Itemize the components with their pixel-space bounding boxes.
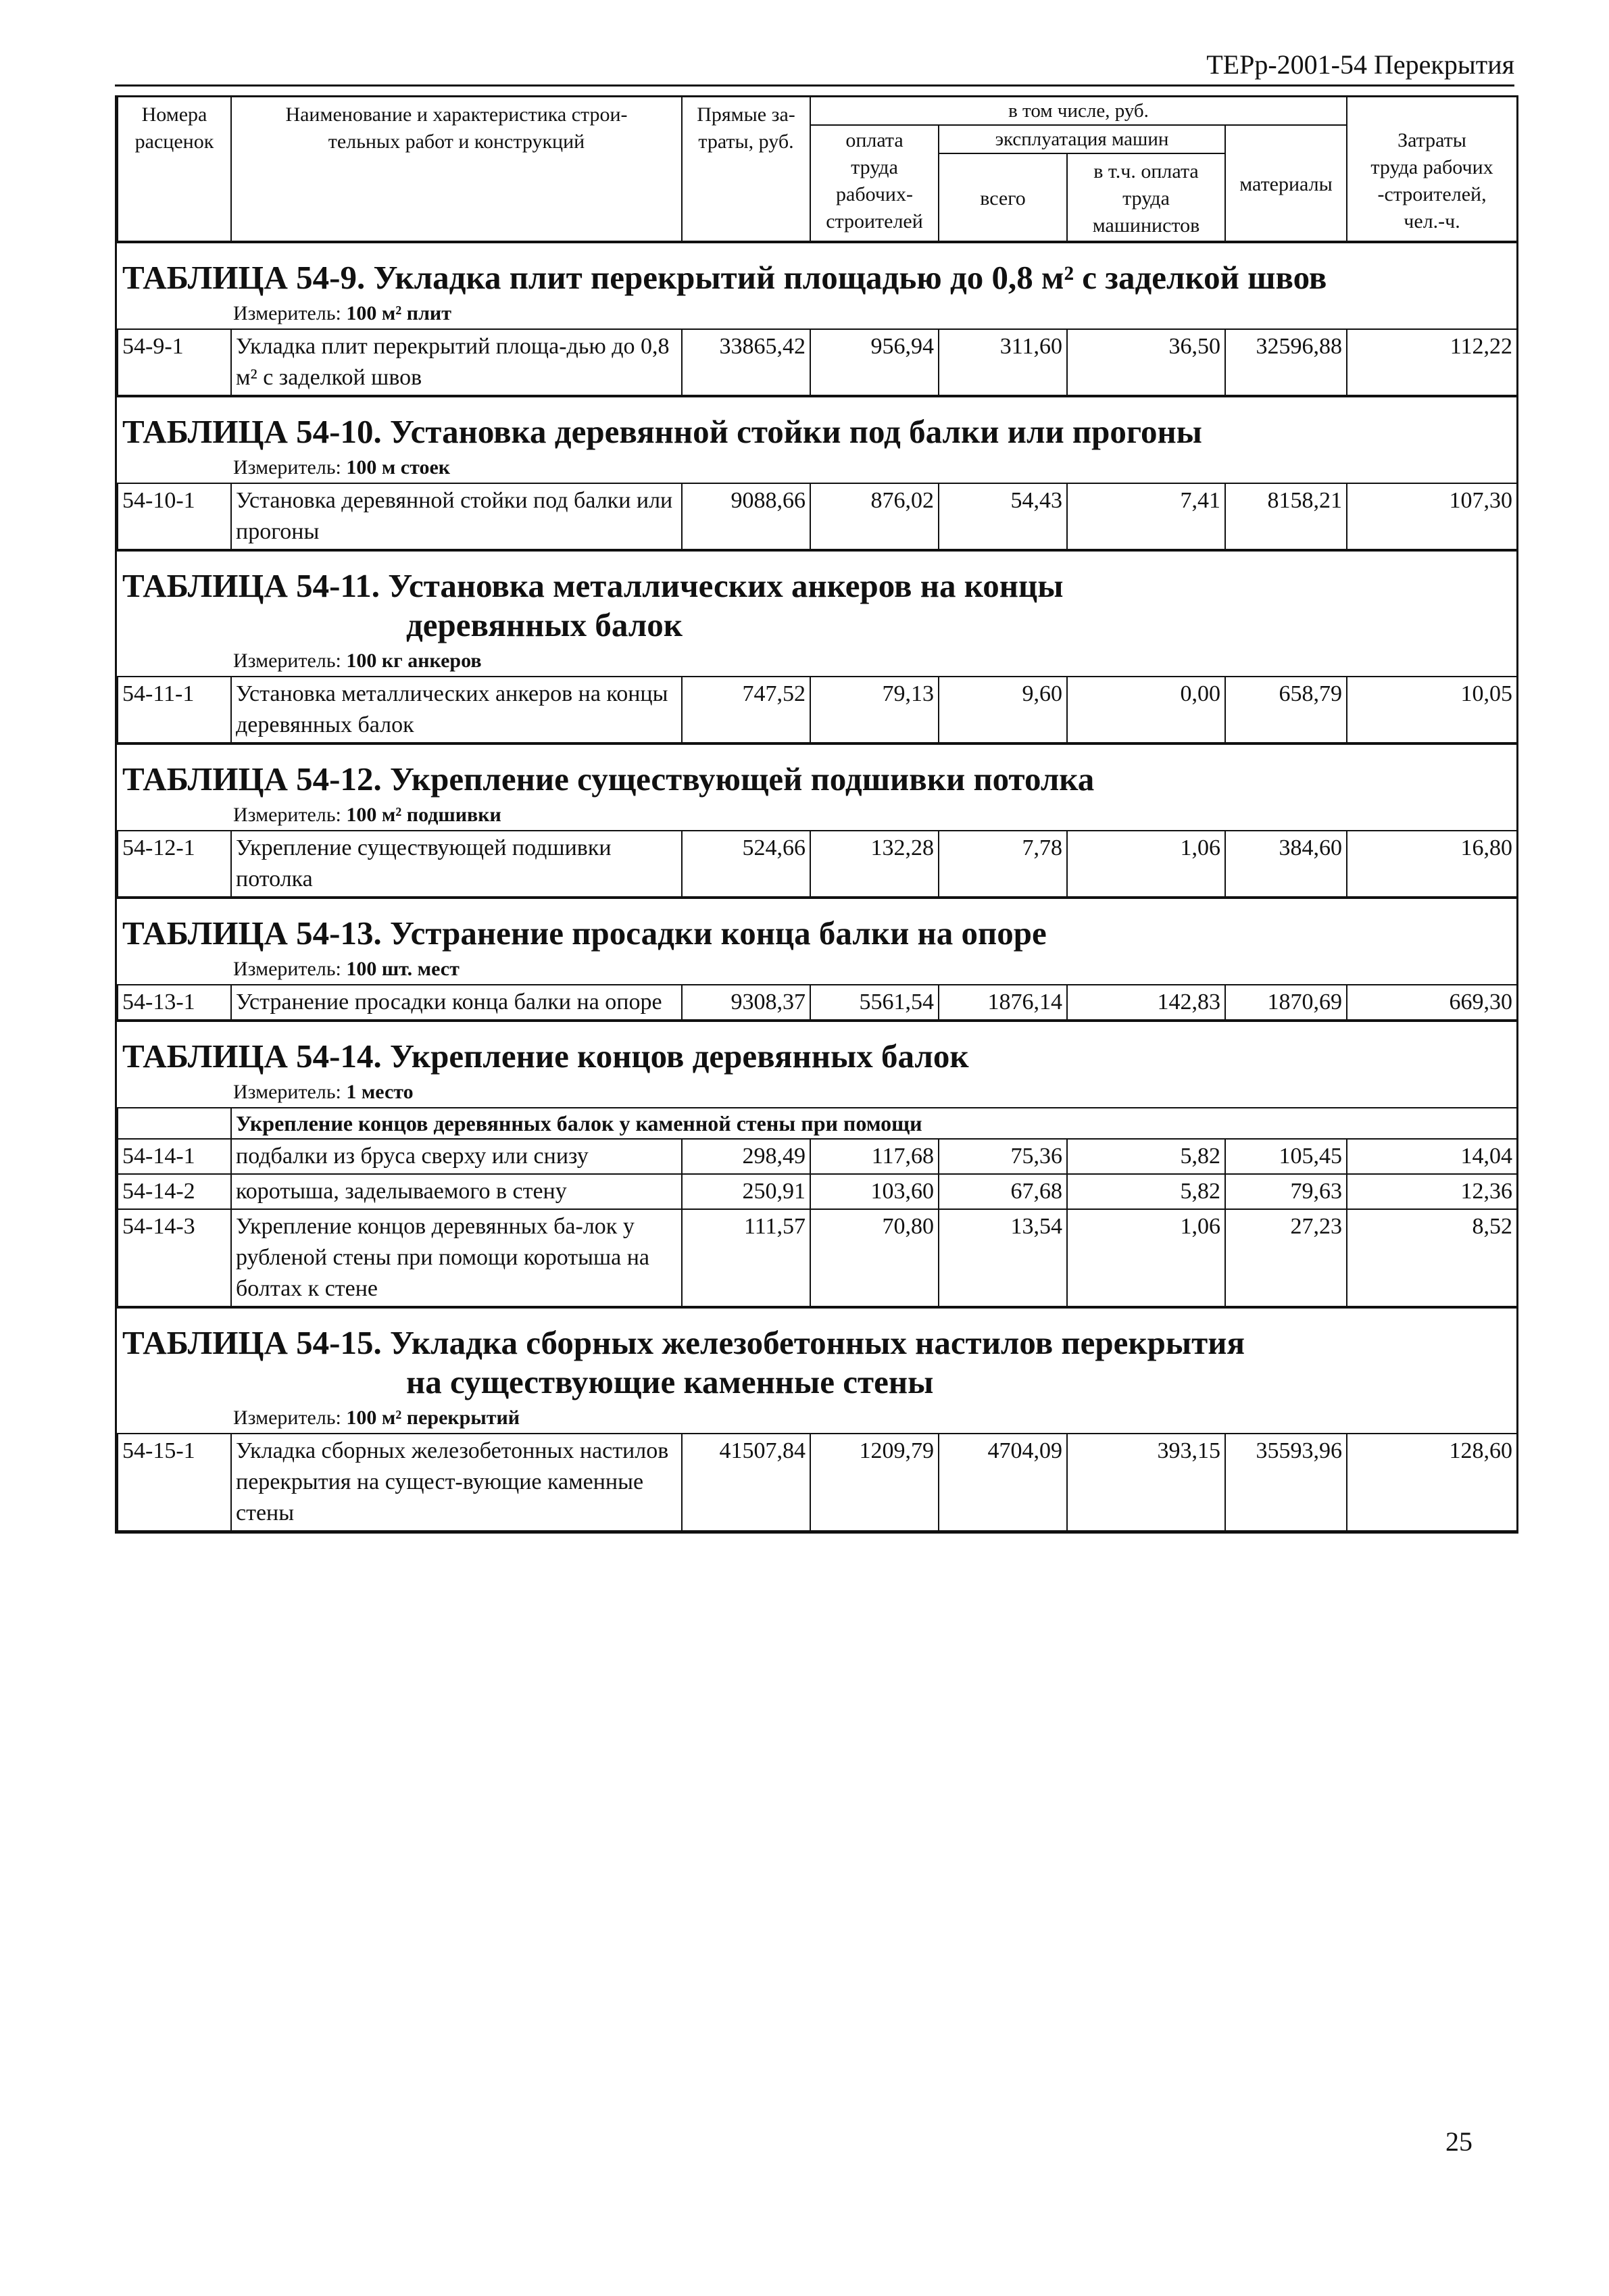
cell-materials: 32596,88 <box>1225 329 1347 395</box>
section-block <box>117 242 1516 396</box>
table-row <box>118 1174 1517 1209</box>
cell-direct: 524,66 <box>682 831 810 897</box>
rates-table <box>117 328 1518 396</box>
col-labor-line: строителей <box>826 210 923 233</box>
section-title-text: ТАБЛИЦА 54-11. Установка металлических анкеров на концы <box>122 567 1064 604</box>
cell-labor-hours: 107,30 <box>1347 483 1517 549</box>
cell-labor: 5561,54 <box>810 985 939 1020</box>
col-name-header <box>231 97 682 242</box>
cell-labor-hours: 669,30 <box>1347 985 1517 1020</box>
col-materials-header <box>1225 125 1347 241</box>
measure-unit <box>117 954 1516 984</box>
col-machines-header: эксплуатация машин <box>939 125 1225 153</box>
col-name-line: тельных работ и конструкций <box>328 130 585 153</box>
measure-unit <box>117 800 1516 830</box>
col-code-line: расценок <box>134 130 214 153</box>
section-block <box>117 1307 1516 1532</box>
cell-materials: 658,79 <box>1225 677 1347 743</box>
cell-machines-total: 54,43 <box>939 483 1067 549</box>
cell-materials: 27,23 <box>1225 1209 1347 1306</box>
col-code-line: Номера <box>141 103 207 126</box>
subheading-text: Укрепление концов деревянных балок у каменной стены при помощи <box>231 1108 1517 1139</box>
section-title <box>117 552 1516 646</box>
col-machines-total-header <box>939 153 1067 241</box>
col-name-line: Наименование и характеристика строи- <box>285 103 628 126</box>
cell-direct: 41507,84 <box>682 1434 810 1531</box>
cell-labor: 1209,79 <box>810 1434 939 1531</box>
section-title-text: ТАБЛИЦА 54-13. Устранение просадки конца балки на опоре <box>122 914 1047 952</box>
table-row <box>118 1209 1517 1306</box>
cell-labor-hours: 14,04 <box>1347 1139 1517 1174</box>
rates-table <box>117 676 1518 743</box>
cell-code: 54-12-1 <box>118 831 231 897</box>
cell-materials: 35593,96 <box>1225 1434 1347 1531</box>
measure-value: 1 место <box>346 1081 414 1103</box>
measure-value: 100 м² перекрытий <box>346 1407 520 1429</box>
cell-machines-total: 13,54 <box>939 1209 1067 1306</box>
section-title-continuation: деревянных балок <box>406 606 683 643</box>
measure-value: 100 кг анкеров <box>346 650 482 672</box>
rates-table <box>117 1433 1518 1532</box>
cell-direct: 111,57 <box>682 1209 810 1306</box>
section-block <box>117 1021 1516 1307</box>
cell-name: Установка металлических анкеров на концы деревянных балок <box>231 677 682 743</box>
cell-code: 54-14-3 <box>118 1209 231 1306</box>
rates-table <box>117 1107 1518 1307</box>
cell-machines-total: 75,36 <box>939 1139 1067 1174</box>
col-labor-line: оплата <box>845 129 903 151</box>
col-direct-line: Прямые за- <box>697 103 795 126</box>
cell-direct: 298,49 <box>682 1139 810 1174</box>
section-title-continuation: на существующие каменные стены <box>406 1363 934 1400</box>
cell-name: Укрепление концов деревянных ба-лок у рубленой стены при помощи коротыша на болтах к стене <box>231 1209 682 1306</box>
table-row <box>118 831 1517 897</box>
column-header-table <box>117 95 1518 242</box>
rates-sheet <box>115 95 1518 1534</box>
subheading-spacer <box>118 1108 231 1139</box>
cell-labor: 876,02 <box>810 483 939 549</box>
cell-labor: 132,28 <box>810 831 939 897</box>
cell-code: 54-14-2 <box>118 1174 231 1209</box>
section-title <box>117 899 1516 954</box>
cell-materials: 1870,69 <box>1225 985 1347 1020</box>
cell-machines-total: 4704,09 <box>939 1434 1067 1531</box>
cell-labor-hours: 16,80 <box>1347 831 1517 897</box>
rates-table <box>117 830 1518 898</box>
table-row <box>118 677 1517 743</box>
section-title <box>117 243 1516 299</box>
page-number: 25 <box>1445 2126 1472 2157</box>
sections-container <box>117 242 1516 1532</box>
cell-materials: 384,60 <box>1225 831 1347 897</box>
section-title-text: ТАБЛИЦА 54-9. Укладка плит перекрытий площадью до 0,8 м² с заделкой швов <box>122 259 1327 296</box>
cell-name: Укладка плит перекрытий площа-дью до 0,8 м² с заделкой швов <box>231 329 682 395</box>
col-hours-line: чел.-ч. <box>1404 210 1460 233</box>
cell-machines-labor: 7,41 <box>1067 483 1225 549</box>
table-row <box>118 1139 1517 1174</box>
cell-machines-labor: 393,15 <box>1067 1434 1225 1531</box>
measure-unit <box>117 453 1516 483</box>
cell-name: подбалки из бруса сверху или снизу <box>231 1139 682 1174</box>
col-incl-header: в том числе, руб. <box>810 97 1347 126</box>
section-title-text: ТАБЛИЦА 54-12. Укрепление существующей подшивки потолка <box>122 760 1095 798</box>
cell-labor-hours: 8,52 <box>1347 1209 1517 1306</box>
col-hours-line: -строителей, <box>1377 183 1487 205</box>
section-title <box>117 1309 1516 1403</box>
measure-label: Измеритель: <box>233 804 341 826</box>
section-block <box>117 396 1516 550</box>
table-row <box>118 1434 1517 1531</box>
cell-labor: 117,68 <box>810 1139 939 1174</box>
cell-direct: 9088,66 <box>682 483 810 549</box>
cell-code: 54-11-1 <box>118 677 231 743</box>
section-title <box>117 1022 1516 1077</box>
cell-materials: 8158,21 <box>1225 483 1347 549</box>
page-header-title: ТЕРр-2001-54 Перекрытия <box>1206 49 1514 80</box>
col-direct-line: траты, руб. <box>698 130 794 153</box>
measure-value: 100 м² подшивки <box>346 804 501 826</box>
measure-unit <box>117 646 1516 676</box>
cell-labor-hours: 128,60 <box>1347 1434 1517 1531</box>
table-row <box>118 329 1517 395</box>
cell-materials: 105,45 <box>1225 1139 1347 1174</box>
col-mlabor-line: труда <box>1122 187 1170 210</box>
col-labor-line: рабочих- <box>836 183 913 205</box>
col-code-header <box>118 97 231 242</box>
measure-label: Измеритель: <box>233 958 341 980</box>
measure-label: Измеритель: <box>233 1081 341 1103</box>
header-rule <box>115 84 1514 87</box>
cell-machines-total: 9,60 <box>939 677 1067 743</box>
cell-machines-total: 1876,14 <box>939 985 1067 1020</box>
measure-label: Измеритель: <box>233 1407 341 1429</box>
col-direct-header <box>682 97 810 242</box>
col-mlabor-line: в т.ч. оплата <box>1093 160 1199 182</box>
section-block <box>117 898 1516 1021</box>
subheading-row <box>118 1108 1517 1139</box>
cell-direct: 33865,42 <box>682 329 810 395</box>
table-row <box>118 483 1517 549</box>
cell-labor: 956,94 <box>810 329 939 395</box>
cell-labor: 103,60 <box>810 1174 939 1209</box>
cell-labor-hours: 12,36 <box>1347 1174 1517 1209</box>
cell-code: 54-13-1 <box>118 985 231 1020</box>
cell-machines-total: 67,68 <box>939 1174 1067 1209</box>
cell-labor: 79,13 <box>810 677 939 743</box>
cell-machines-labor: 5,82 <box>1067 1139 1225 1174</box>
cell-machines-total: 7,78 <box>939 831 1067 897</box>
cell-name: Устранение просадки конца балки на опоре <box>231 985 682 1020</box>
rates-table <box>117 483 1518 550</box>
col-hours-line: труда рабочих <box>1370 156 1493 178</box>
cell-code: 54-14-1 <box>118 1139 231 1174</box>
measure-label: Измеритель: <box>233 456 341 479</box>
cell-machines-labor: 5,82 <box>1067 1174 1225 1209</box>
col-machines-labor-header <box>1067 153 1225 241</box>
cell-direct: 9308,37 <box>682 985 810 1020</box>
section-title <box>117 397 1516 453</box>
col-labor-header <box>810 125 939 241</box>
measure-value: 100 м стоек <box>346 456 451 479</box>
cell-code: 54-10-1 <box>118 483 231 549</box>
measure-value: 100 шт. мест <box>346 958 460 980</box>
cell-direct: 250,91 <box>682 1174 810 1209</box>
col-labor-hours-header <box>1347 97 1517 242</box>
measure-unit <box>117 299 1516 328</box>
cell-code: 54-15-1 <box>118 1434 231 1531</box>
table-row <box>118 985 1517 1020</box>
cell-machines-labor: 0,00 <box>1067 677 1225 743</box>
cell-machines-labor: 36,50 <box>1067 329 1225 395</box>
cell-machines-labor: 1,06 <box>1067 1209 1225 1306</box>
cell-code: 54-9-1 <box>118 329 231 395</box>
cell-machines-total: 311,60 <box>939 329 1067 395</box>
section-title-text: ТАБЛИЦА 54-14. Укрепление концов деревянных балок <box>122 1037 969 1075</box>
cell-labor-hours: 10,05 <box>1347 677 1517 743</box>
measure-unit <box>117 1403 1516 1433</box>
section-title <box>117 745 1516 800</box>
cell-materials: 79,63 <box>1225 1174 1347 1209</box>
section-block <box>117 550 1516 743</box>
cell-direct: 747,52 <box>682 677 810 743</box>
col-hours-line: Затраты <box>1397 129 1466 151</box>
section-title-text: ТАБЛИЦА 54-15. Укладка сборных железобетонных настилов перекрытия <box>122 1324 1245 1361</box>
section-block <box>117 743 1516 898</box>
cell-machines-labor: 142,83 <box>1067 985 1225 1020</box>
measure-label: Измеритель: <box>233 650 341 672</box>
measure-label: Измеритель: <box>233 302 341 324</box>
col-machines-total-line: всего <box>980 187 1026 210</box>
cell-machines-labor: 1,06 <box>1067 831 1225 897</box>
cell-labor: 70,80 <box>810 1209 939 1306</box>
cell-name: коротыша, заделываемого в стену <box>231 1174 682 1209</box>
cell-name: Установка деревянной стойки под балки или прогоны <box>231 483 682 549</box>
col-labor-line: труда <box>851 156 898 178</box>
cell-labor-hours: 112,22 <box>1347 329 1517 395</box>
col-materials-line: материалы <box>1239 173 1333 195</box>
measure-value: 100 м² плит <box>346 302 451 324</box>
cell-name: Укладка сборных железобетонных настилов перекрытия на сущест-вующие каменные стены <box>231 1434 682 1531</box>
section-title-text: ТАБЛИЦА 54-10. Установка деревянной стойки под балки или прогоны <box>122 413 1202 450</box>
cell-name: Укрепление существующей подшивки потолка <box>231 831 682 897</box>
measure-unit <box>117 1077 1516 1107</box>
rates-table <box>117 984 1518 1021</box>
col-mlabor-line: машинистов <box>1092 214 1200 237</box>
